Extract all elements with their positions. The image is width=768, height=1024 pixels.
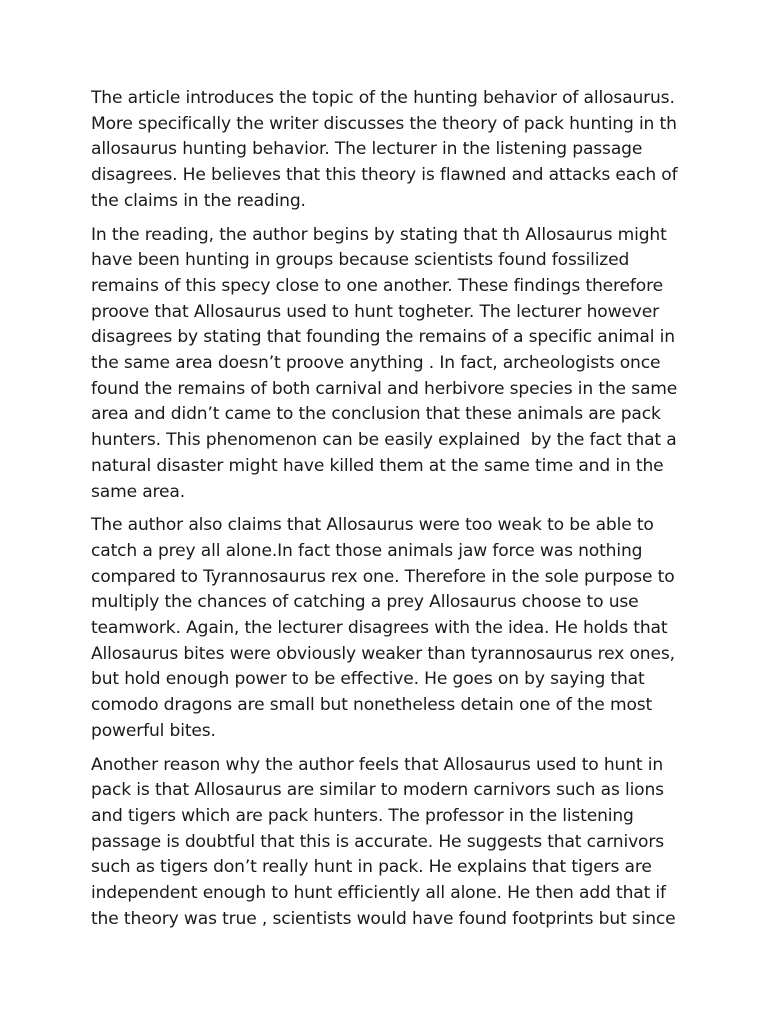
text-line: teamwork. Again, the lecturer disagrees with the idea. He holds that — [91, 618, 668, 639]
text-line: The author also claims that Allosaurus were too weak to be able to — [91, 515, 654, 536]
paragraph-introduction — [91, 86, 681, 215]
text-line: powerful bites. — [91, 720, 216, 741]
text-line: remains of this specy close to one another. These findings therefore — [91, 275, 663, 296]
text-line: the claims in the reading. — [91, 190, 306, 211]
text-line: hunters. This phenomenon can be easily explained by the fact that a — [91, 430, 677, 451]
text-line: Another reason why the author feels that Allosaurus used to hunt in — [91, 754, 664, 775]
text-line: disagrees by stating that founding the remains of a specific animal in — [91, 327, 675, 348]
text-line: comodo dragons are small but nonetheless detain one of the most — [91, 695, 653, 716]
text-line: the same area doesn’t proove anything . In fact, archeologists once — [91, 353, 661, 374]
text-line: allosaurus hunting behavior. The lecturer in the listening passage — [91, 139, 643, 160]
text-line: catch a prey all alone.In fact those animals jaw force was nothing — [91, 540, 643, 561]
text-line: More specifically the writer discusses the theory of pack hunting in th — [91, 113, 677, 134]
text-line: multiply the chances of catching a prey Allosaurus choose to use — [91, 592, 639, 613]
text-line: such as tigers don’t really hunt in pack. He explains that tigers are — [91, 857, 652, 878]
paragraph-third-point — [91, 753, 681, 933]
text-line: natural disaster might have killed them at the same time and in the — [91, 455, 664, 476]
text-line: passage is doubtful that this is accurate. He suggests that carnivors — [91, 831, 664, 852]
text-line: the theory was true , scientists would have found footprints but since — [91, 908, 676, 929]
text-line: In the reading, the author begins by stating that th Allosaurus might — [91, 224, 667, 245]
text-line: compared to Tyrannosaurus rex one. Therefore in the sole purpose to — [91, 566, 675, 587]
text-line: have been hunting in groups because scientists found fossilized — [91, 250, 630, 271]
paragraph-second-point — [91, 513, 681, 744]
text-line: found the remains of both carnival and herbivore species in the same — [91, 378, 678, 399]
text-line: independent enough to hunt efficiently all alone. He then add that if — [91, 883, 666, 904]
text-line: The article introduces the topic of the hunting behavior of allosaurus. — [91, 88, 675, 108]
text-line: same area. — [91, 481, 186, 502]
text-line: area and didn’t came to the conclusion that these animals are pack — [91, 404, 661, 425]
text-line: proove that Allosaurus used to hunt togheter. The lecturer however — [91, 301, 659, 322]
document-page — [91, 86, 681, 941]
text-line: and tigers which are pack hunters. The professor in the listening — [91, 805, 634, 826]
text-line: Allosaurus bites were obviously weaker than tyrannosaurus rex ones, — [91, 643, 675, 664]
text-line: but hold enough power to be effective. He goes on by saying that — [91, 669, 645, 690]
text-line: pack is that Allosaurus are similar to modern carnivors such as lions — [91, 780, 664, 801]
paragraph-first-point — [91, 223, 681, 506]
text-line: disagrees. He believes that this theory is flawned and attacks each of — [91, 165, 678, 186]
